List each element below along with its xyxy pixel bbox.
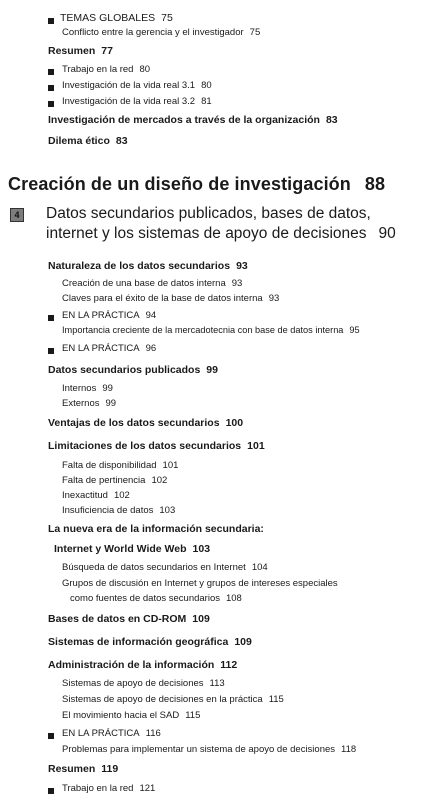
toc-entry-nat-2: Claves para el éxito de la base de datos interna 93: [62, 293, 280, 304]
toc-entry-practica-3-sub: Problemas para implementar un sistema de apoyo de decisiones 118: [62, 744, 357, 755]
bullet-square-icon: [48, 348, 54, 354]
toc-section-investigacion: Investigación de mercados a través de la organización 83: [48, 114, 338, 126]
toc-entry-lim-4: Insuficiencia de datos 103: [62, 505, 176, 516]
toc-section-dilema: Dilema ético 83: [48, 135, 128, 147]
toc-entry-adm-1: Sistemas de apoyo de decisiones 113: [62, 678, 225, 689]
toc-section-ventajas: Ventajas de los datos secundarios 100: [48, 417, 244, 429]
toc-section-geografica: Sistemas de información geográfica 109: [48, 636, 252, 648]
toc-entry-trabajo-red-top: Trabajo en la red 80: [62, 64, 151, 75]
toc-entry-vida-real-32: Investigación de la vida real 3.2 81: [62, 96, 212, 107]
toc-section-publicados: Datos secundarios publicados 99: [48, 364, 218, 376]
toc-entry-adm-2: Sistemas de apoyo de decisiones en la práctica 115: [62, 694, 284, 705]
toc-entry-lim-1: Falta de disponibilidad 101: [62, 460, 179, 471]
chapter-number-badge: 4: [10, 208, 24, 222]
toc-section-limitaciones: Limitaciones de los datos secundarios 101: [48, 440, 265, 452]
toc-section-resumen-top: Resumen 77: [48, 45, 113, 57]
bullet-square-icon: [48, 315, 54, 321]
toc-entry-practica-1-sub: Importancia creciente de la mercadotecnia con base de datos interna 95: [62, 325, 360, 335]
toc-section-nueva-era: La nueva era de la información secundaria:: [48, 523, 264, 535]
toc-entry-conflicto: Conflicto entre la gerencia y el investigador 75: [62, 27, 261, 38]
toc-entry-adm-3: El movimiento hacia el SAD 115: [62, 710, 201, 721]
toc-entry-practica-3: EN LA PRÁCTICA 116: [62, 728, 161, 739]
toc-entry-trabajo-red: Trabajo en la red 121: [62, 783, 156, 794]
toc-section-naturaleza: Naturaleza de los datos secundarios 93: [48, 260, 248, 272]
bullet-square-icon: [48, 101, 54, 107]
toc-entry-vida-real-31: Investigación de la vida real 3.1 80: [62, 80, 212, 91]
chapter-title-line1: Datos secundarios publicados, bases de datos,: [46, 205, 371, 222]
toc-entry-int-1: Búsqueda de datos secundarios en Internet 104: [62, 562, 268, 573]
toc-entry-temas-globales: TEMAS GLOBALES 75: [60, 12, 173, 24]
toc-entry-practica-1: EN LA PRÁCTICA 94: [62, 310, 157, 321]
part-title: Creación de un diseño de investigación 88: [8, 174, 386, 194]
toc-section-administracion: Administración de la información 112: [48, 659, 238, 671]
toc-entry-lim-3: Inexactitud 102: [62, 490, 130, 501]
toc-entry-externos: Externos 99: [62, 398, 117, 409]
toc-section-cdrom: Bases de datos en CD-ROM 109: [48, 613, 210, 625]
toc-entry-nat-1: Creación de una base de datos interna 93: [62, 278, 243, 289]
bullet-square-icon: [48, 85, 54, 91]
toc-section-resumen: Resumen 119: [48, 763, 119, 775]
toc-entry-int-2-line2: como fuentes de datos secundarios 108: [70, 593, 242, 604]
chapter-title-line2: internet y los sistemas de apoyo de decisiones 90: [46, 225, 396, 242]
bullet-square-icon: [48, 69, 54, 75]
bullet-square-icon: [48, 733, 54, 739]
toc-section-internet: Internet y World Wide Web 103: [54, 543, 211, 555]
toc-entry-int-2-line1: Grupos de discusión en Internet y grupos de intereses especiales: [62, 578, 338, 589]
toc-entry-practica-2: EN LA PRÁCTICA 96: [62, 343, 157, 354]
bullet-square-icon: [48, 788, 54, 794]
toc-entry-lim-2: Falta de pertinencia 102: [62, 475, 168, 486]
toc-entry-internos: Internos 99: [62, 383, 113, 394]
bullet-square-icon: [48, 18, 54, 24]
